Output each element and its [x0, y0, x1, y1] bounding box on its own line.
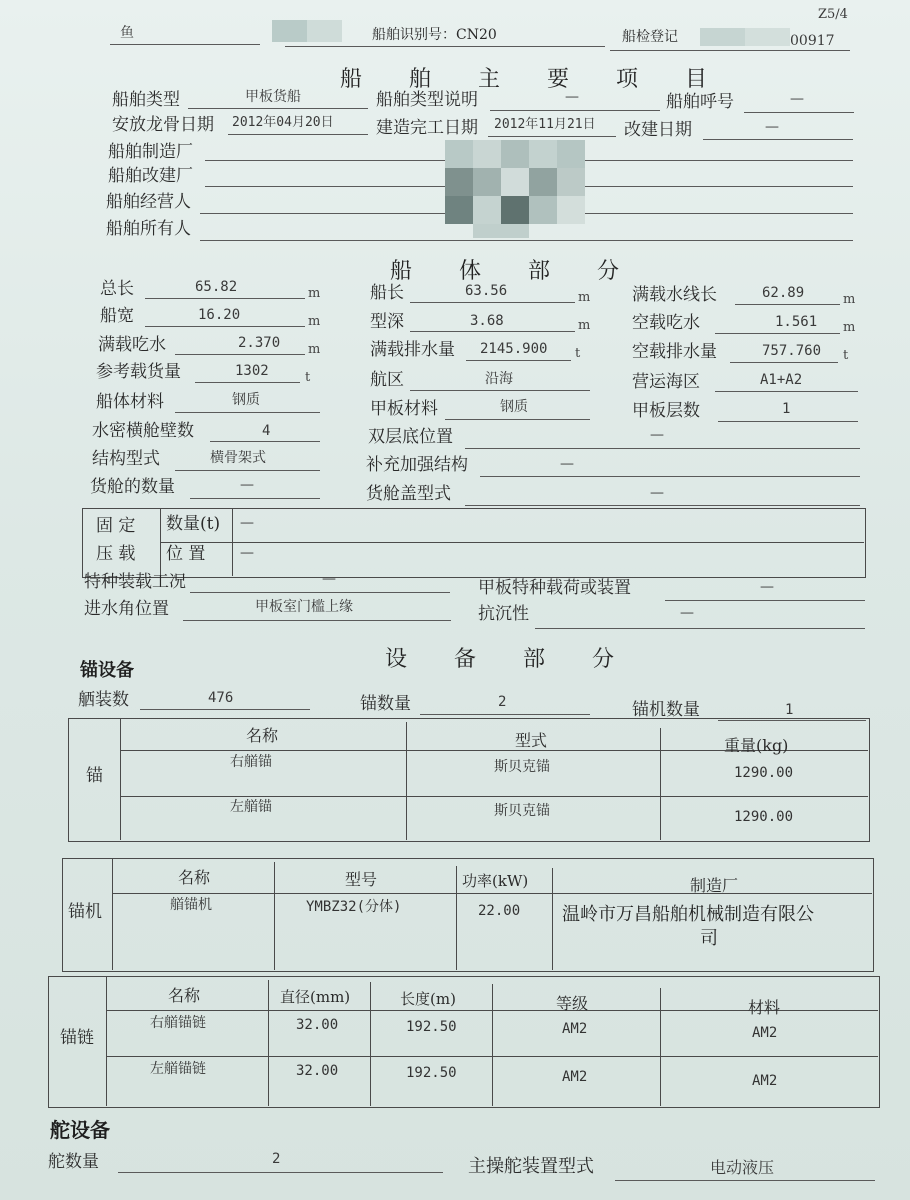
- anti-sink-label: 抗沉性: [478, 604, 529, 624]
- holds-label: 货舱的数量: [90, 477, 175, 497]
- special-value: —: [322, 571, 336, 587]
- dbl-bottom-label: 双层底位置: [368, 427, 453, 447]
- special-label: 特种装载工况: [84, 572, 186, 592]
- anchor-row-weight: 1290.00: [734, 809, 794, 825]
- full-draft-value: 2.370: [238, 335, 281, 351]
- ballast-pos-value: —: [240, 545, 254, 561]
- windlass-header-maker: 制造厂: [690, 876, 739, 895]
- hull-mat-value: 钢质: [232, 392, 260, 408]
- windlass-count-value: 1: [785, 702, 794, 718]
- chain-row-diameter: 32.00: [296, 1017, 339, 1033]
- nav-value: 沿海: [485, 371, 513, 387]
- hull-title: 船 体 部 分: [390, 259, 639, 284]
- chain-header-diameter: 直径(mm): [280, 988, 351, 1006]
- anchor-count-value: 2: [498, 694, 507, 710]
- unit-m: m: [578, 318, 591, 333]
- unit-m: m: [308, 314, 321, 329]
- built-label: 建造完工日期: [376, 118, 478, 138]
- windlass-header-model: 型号: [345, 870, 378, 889]
- unit-m: m: [843, 292, 856, 307]
- unit-m: m: [843, 320, 856, 335]
- lwl-label: 满载水线长: [632, 285, 717, 305]
- chain-row-material: AM2: [752, 1073, 778, 1089]
- bulkheads-label: 水密横舱壁数: [92, 421, 194, 441]
- lbp-label: 船长: [370, 283, 404, 303]
- hatch-label: 货舱盖型式: [366, 484, 451, 504]
- decks-value: 1: [782, 401, 791, 417]
- anchor-row-weight: 1290.00: [734, 765, 794, 781]
- bulkheads-value: 4: [262, 423, 271, 439]
- page-number: Z5/4: [818, 7, 848, 22]
- rudder-count-value: 2: [272, 1151, 281, 1167]
- type-note-value: —: [565, 89, 579, 105]
- chain-side-label: 锚链: [60, 1028, 94, 1048]
- reg-tail: 00917: [790, 33, 835, 49]
- windlass-side-label: 锚机: [68, 902, 102, 922]
- anti-sink-value: —: [680, 605, 694, 621]
- deck-mat-label: 甲板材料: [370, 399, 438, 419]
- dbl-bottom-value: —: [650, 427, 664, 443]
- chain-row-grade: AM2: [562, 1021, 588, 1037]
- chain-row-name: 左艏锚链: [150, 1061, 206, 1077]
- callsign-value: —: [790, 91, 804, 107]
- reinforce-value: —: [560, 456, 574, 472]
- chain-header-material: 材料: [748, 998, 781, 1017]
- ref-dwt-value: 1302: [235, 363, 269, 379]
- built-value: 2012年11月21日: [494, 117, 596, 132]
- ballast-qty-value: —: [240, 515, 254, 531]
- outfit-label: 舾装数: [78, 690, 129, 710]
- unit-m: m: [578, 290, 591, 305]
- chain-header-grade: 等级: [556, 994, 589, 1013]
- unit-t: t: [843, 348, 849, 363]
- unit-t: t: [575, 346, 581, 361]
- anchor-row-type: 斯贝克锚: [494, 759, 550, 775]
- windlass-header-power: 功率(kW): [462, 872, 529, 890]
- windlass-row-name: 艏锚机: [170, 897, 212, 913]
- chain-row-name: 右艏锚链: [150, 1015, 206, 1031]
- flood-value: 甲板室门槛上缘: [255, 599, 353, 615]
- hull-mat-label: 船体材料: [96, 392, 164, 412]
- windlass-row-maker-cont: 司: [700, 928, 718, 949]
- main-items-title: 船 舶 主 要 项 目: [340, 67, 727, 92]
- redacted-mosaic: [445, 140, 610, 240]
- equipment-title: 设 备 部 分: [385, 647, 634, 672]
- header-left-code: 鱼: [120, 25, 134, 41]
- ref-dwt-label: 参考载货量: [96, 362, 181, 382]
- chain-row-material: AM2: [752, 1025, 778, 1041]
- chain-header-name: 名称: [168, 986, 201, 1005]
- callsign-label: 船舶呼号: [666, 92, 734, 112]
- ballast-label-b: 压 载: [96, 544, 136, 564]
- light-disp-value: 757.760: [762, 343, 822, 359]
- windlass-row-maker: 温岭市万昌船舶机械制造有限公: [562, 904, 814, 925]
- anchor-header-weight: 重量(kg): [724, 736, 789, 755]
- ballast-label-a: 固 定: [96, 516, 136, 536]
- type-note-label: 船舶类型说明: [376, 90, 478, 110]
- full-disp-value: 2145.900: [480, 341, 548, 357]
- anchor-count-label: 锚数量: [360, 694, 411, 714]
- steering-label: 主操舵装置型式: [468, 1156, 594, 1177]
- light-disp-label: 空载排水量: [632, 342, 717, 362]
- anchor-row-name: 左艏锚: [230, 799, 272, 815]
- anchor-row-name: 右艏锚: [230, 754, 272, 770]
- ship-id-label: 船舶识别号：CN20: [372, 27, 497, 43]
- beam-value: 16.20: [198, 307, 241, 323]
- windlass-header-name: 名称: [178, 868, 211, 887]
- deck-special-label: 甲板特种载荷或装置: [478, 578, 631, 598]
- chain-row-length: 192.50: [406, 1019, 457, 1035]
- deck-mat-value: 钢质: [500, 399, 528, 415]
- chain-row-length: 192.50: [406, 1065, 457, 1081]
- holds-value: —: [240, 477, 254, 493]
- anchor-row-type: 斯贝克锚: [494, 803, 550, 819]
- ship-type-label: 船舶类型: [112, 90, 180, 110]
- chain-row-diameter: 32.00: [296, 1063, 339, 1079]
- flood-label: 进水角位置: [84, 599, 169, 619]
- depth-value: 3.68: [470, 313, 504, 329]
- decks-label: 甲板层数: [632, 401, 700, 421]
- redacted-block: [272, 20, 342, 42]
- rudder-count-label: 舵数量: [48, 1152, 99, 1172]
- builder-label: 船舶制造厂: [108, 142, 193, 162]
- reg-label: 船检登记: [622, 29, 678, 45]
- nav-label: 航区: [370, 370, 404, 390]
- anchor-equipment-title: 锚设备: [80, 660, 134, 681]
- redacted-block: [700, 28, 790, 46]
- structure-value: 横骨架式: [210, 450, 266, 466]
- keel-label: 安放龙骨日期: [112, 115, 214, 135]
- anchor-header-name: 名称: [246, 726, 279, 745]
- rudder-equipment-title: 舵设备: [50, 1118, 110, 1142]
- owner-label: 船舶所有人: [106, 219, 191, 239]
- chain-header-length: 长度(m): [400, 990, 456, 1008]
- unit-m: m: [308, 286, 321, 301]
- operator-label: 船舶经营人: [106, 192, 191, 212]
- lbp-value: 63.56: [465, 283, 508, 299]
- full-disp-label: 满载排水量: [370, 340, 455, 360]
- op-area-value: A1+A2: [760, 372, 803, 388]
- deck-special-value: —: [760, 579, 774, 595]
- anchor-header-type: 型式: [515, 731, 548, 750]
- windlass-row-model: YMBZ32(分体): [306, 899, 402, 915]
- reinforce-label: 补充加强结构: [366, 455, 468, 475]
- anchor-side-label: 锚: [86, 766, 103, 786]
- windlass-count-label: 锚机数量: [632, 700, 700, 720]
- rebuild-value: —: [765, 119, 779, 135]
- ballast-qty-label: 数量(t): [166, 514, 221, 534]
- keel-value: 2012年04月20日: [232, 115, 334, 130]
- unit-t: t: [305, 370, 311, 385]
- rebuild-label: 改建日期: [624, 120, 692, 140]
- unit-m: m: [308, 342, 321, 357]
- ship-type-value: 甲板货船: [245, 89, 301, 105]
- loa-label: 总长: [100, 279, 134, 299]
- lwl-value: 62.89: [762, 285, 805, 301]
- light-draft-label: 空载吃水: [632, 313, 700, 333]
- rebuilder-label: 船舶改建厂: [108, 166, 193, 186]
- light-draft-value: 1.561: [775, 314, 818, 330]
- steering-value: 电动液压: [710, 1158, 775, 1177]
- structure-label: 结构型式: [92, 449, 160, 469]
- outfit-value: 476: [208, 690, 234, 706]
- chain-row-grade: AM2: [562, 1069, 588, 1085]
- ballast-pos-label: 位 置: [166, 544, 206, 564]
- loa-value: 65.82: [195, 279, 238, 295]
- windlass-row-power: 22.00: [478, 903, 521, 919]
- full-draft-label: 满载吃水: [98, 335, 166, 355]
- beam-label: 船宽: [100, 306, 134, 326]
- depth-label: 型深: [370, 312, 404, 332]
- op-area-label: 营运海区: [632, 372, 700, 392]
- hatch-value: —: [650, 485, 664, 501]
